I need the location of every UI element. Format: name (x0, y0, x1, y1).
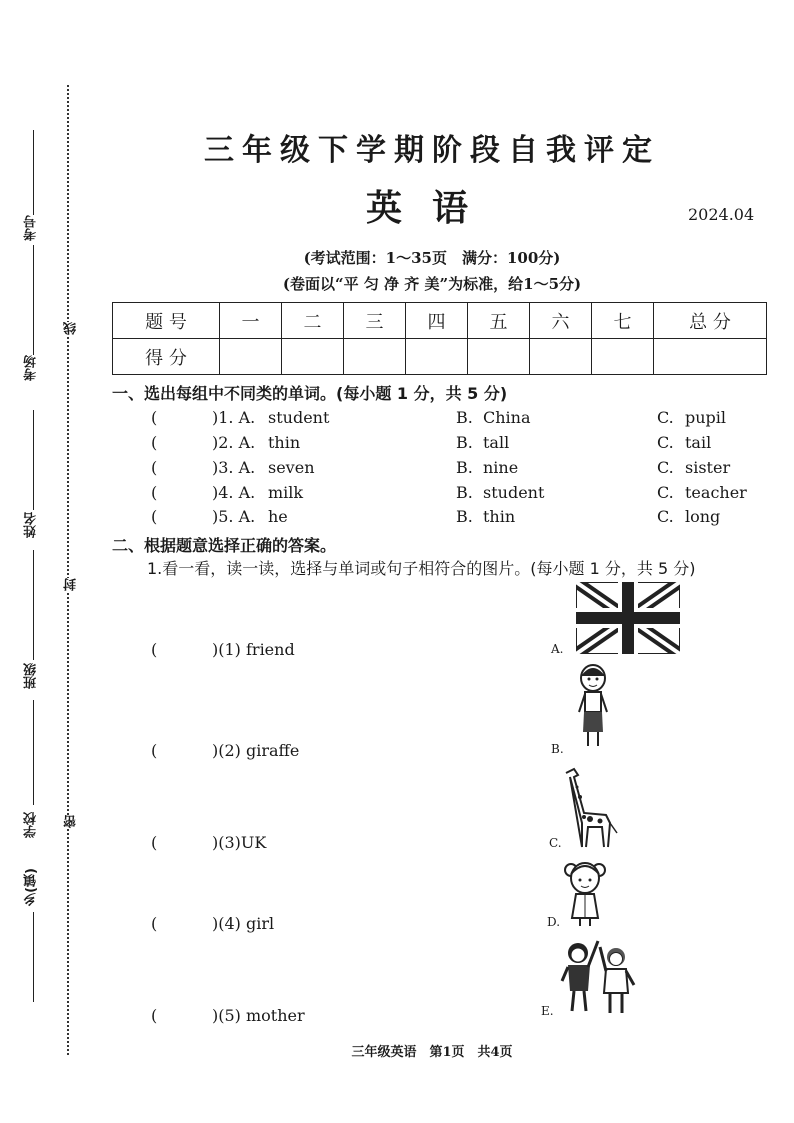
neatness-note: (卷面以“平 匀 净 齐 美”为标准，给1～5分) (282, 275, 582, 293)
picture-label-b: B. (551, 742, 564, 756)
name-label: 姓名 (24, 512, 39, 538)
option-a: milk (268, 483, 304, 502)
class-blank (33, 550, 34, 660)
town-label: 乡(镇) (24, 868, 39, 906)
picture-label-d: D. (547, 915, 561, 929)
exam-room-label: 考场 (24, 355, 39, 381)
friends-icon (558, 937, 640, 1017)
score-table-score-row (113, 339, 767, 375)
option-b: thin (483, 507, 516, 526)
woman-icon (575, 664, 611, 750)
option-b-label: B. (456, 408, 473, 427)
score-cell-header: 总 分 (654, 303, 767, 339)
class-label: 班级 (24, 663, 39, 689)
score-input-cell[interactable] (654, 339, 767, 375)
score-input-cell[interactable] (282, 339, 344, 375)
option-b-label: B. (456, 433, 473, 452)
option-a: student (268, 408, 330, 427)
score-cell-header: 六 (530, 303, 592, 339)
answer-blank[interactable]: ( (151, 640, 158, 659)
score-input-cell[interactable] (468, 339, 530, 375)
option-b: nine (483, 458, 519, 477)
picture-label-a: A. (551, 642, 564, 656)
option-c-label: C. (657, 433, 674, 452)
option-a: thin (268, 433, 301, 452)
score-input-cell[interactable] (344, 339, 406, 375)
page-footer: 三年级英语 第1页 共4页 (351, 1045, 513, 1060)
item-number: )1. A. (212, 408, 256, 427)
option-c-label: C. (657, 507, 674, 526)
answer-blank[interactable]: ( (151, 483, 158, 502)
subject-title: 英语 (365, 187, 498, 229)
score-input-cell[interactable] (530, 339, 592, 375)
score-input-cell[interactable] (592, 339, 654, 375)
score-input-cell[interactable] (220, 339, 282, 375)
section1-heading: 一、选出每组中不同类的单词。(每小题 1 分，共 5 分) (112, 384, 508, 403)
item-number: )2. A. (212, 433, 256, 452)
item-number: )4. A. (212, 483, 256, 502)
score-table-header-row (113, 303, 767, 339)
score-cell-header: 四 (406, 303, 468, 339)
answer-blank[interactable]: ( (151, 433, 158, 452)
score-input-cell[interactable] (406, 339, 468, 375)
option-c: sister (685, 458, 731, 477)
option-b-label: B. (456, 483, 473, 502)
page-title: 三年级下学期阶段自我评定 (204, 133, 660, 168)
section2-heading: 二、根据题意选择正确的答案。 (112, 536, 337, 555)
item-word: )(1) friend (212, 640, 295, 659)
score-table (112, 302, 767, 375)
item-word: )(5) mother (212, 1006, 305, 1025)
item-word: )(3)UK (212, 833, 267, 852)
score-cell-header: 五 (468, 303, 530, 339)
option-c-label: C. (657, 458, 674, 477)
exam-no-label: 考号 (24, 215, 39, 241)
cut-seal-label: 封 (64, 578, 79, 591)
score-row-label: 得 分 (113, 339, 220, 375)
exam-scope: (考试范围：1～35页 满分：100分) (303, 249, 561, 267)
option-b: China (483, 408, 531, 427)
option-b: tall (483, 433, 510, 452)
option-c-label: C. (657, 408, 674, 427)
item-number: )3. A. (212, 458, 256, 477)
option-c-label: C. (657, 483, 674, 502)
answer-blank[interactable]: ( (151, 741, 158, 760)
option-b-label: B. (456, 458, 473, 477)
option-a: he (268, 507, 288, 526)
score-cell-header: 七 (592, 303, 654, 339)
option-c: tail (685, 433, 712, 452)
town-blank (33, 912, 34, 1002)
section2-sub-heading: 1.看一看，读一读，选择与单词或句子相符合的图片。(每小题 1 分，共 5 分) (147, 559, 696, 578)
cut-secret-label: 密 (64, 815, 79, 828)
uk-flag-icon (576, 582, 680, 654)
score-cell-header: 三 (344, 303, 406, 339)
score-cell-header: 二 (282, 303, 344, 339)
school-blank (33, 700, 34, 805)
option-a: seven (268, 458, 315, 477)
giraffe-icon (560, 767, 620, 849)
option-b-label: B. (456, 507, 473, 526)
option-c: pupil (685, 408, 727, 427)
picture-label-e: E. (541, 1004, 554, 1018)
answer-blank[interactable]: ( (151, 458, 158, 477)
picture-label-c: C. (549, 836, 562, 850)
option-b: student (483, 483, 545, 502)
score-cell-header: 题 号 (113, 303, 220, 339)
answer-blank[interactable]: ( (151, 507, 158, 526)
item-number: )5. A. (212, 507, 256, 526)
answer-blank[interactable]: ( (151, 408, 158, 427)
option-c: teacher (685, 483, 747, 502)
item-word: )(4) girl (212, 914, 275, 933)
score-cell-header: 一 (220, 303, 282, 339)
item-word: )(2) giraffe (212, 741, 300, 760)
cut-line-label: 线 (64, 322, 79, 335)
answer-blank[interactable]: ( (151, 914, 158, 933)
exam-date: 2024.04 (688, 205, 755, 224)
name-blank (33, 410, 34, 510)
school-label: 学校 (24, 812, 39, 838)
option-c: long (685, 507, 721, 526)
answer-blank[interactable]: ( (151, 833, 158, 852)
answer-blank[interactable]: ( (151, 1006, 158, 1025)
girl-icon (564, 856, 606, 928)
